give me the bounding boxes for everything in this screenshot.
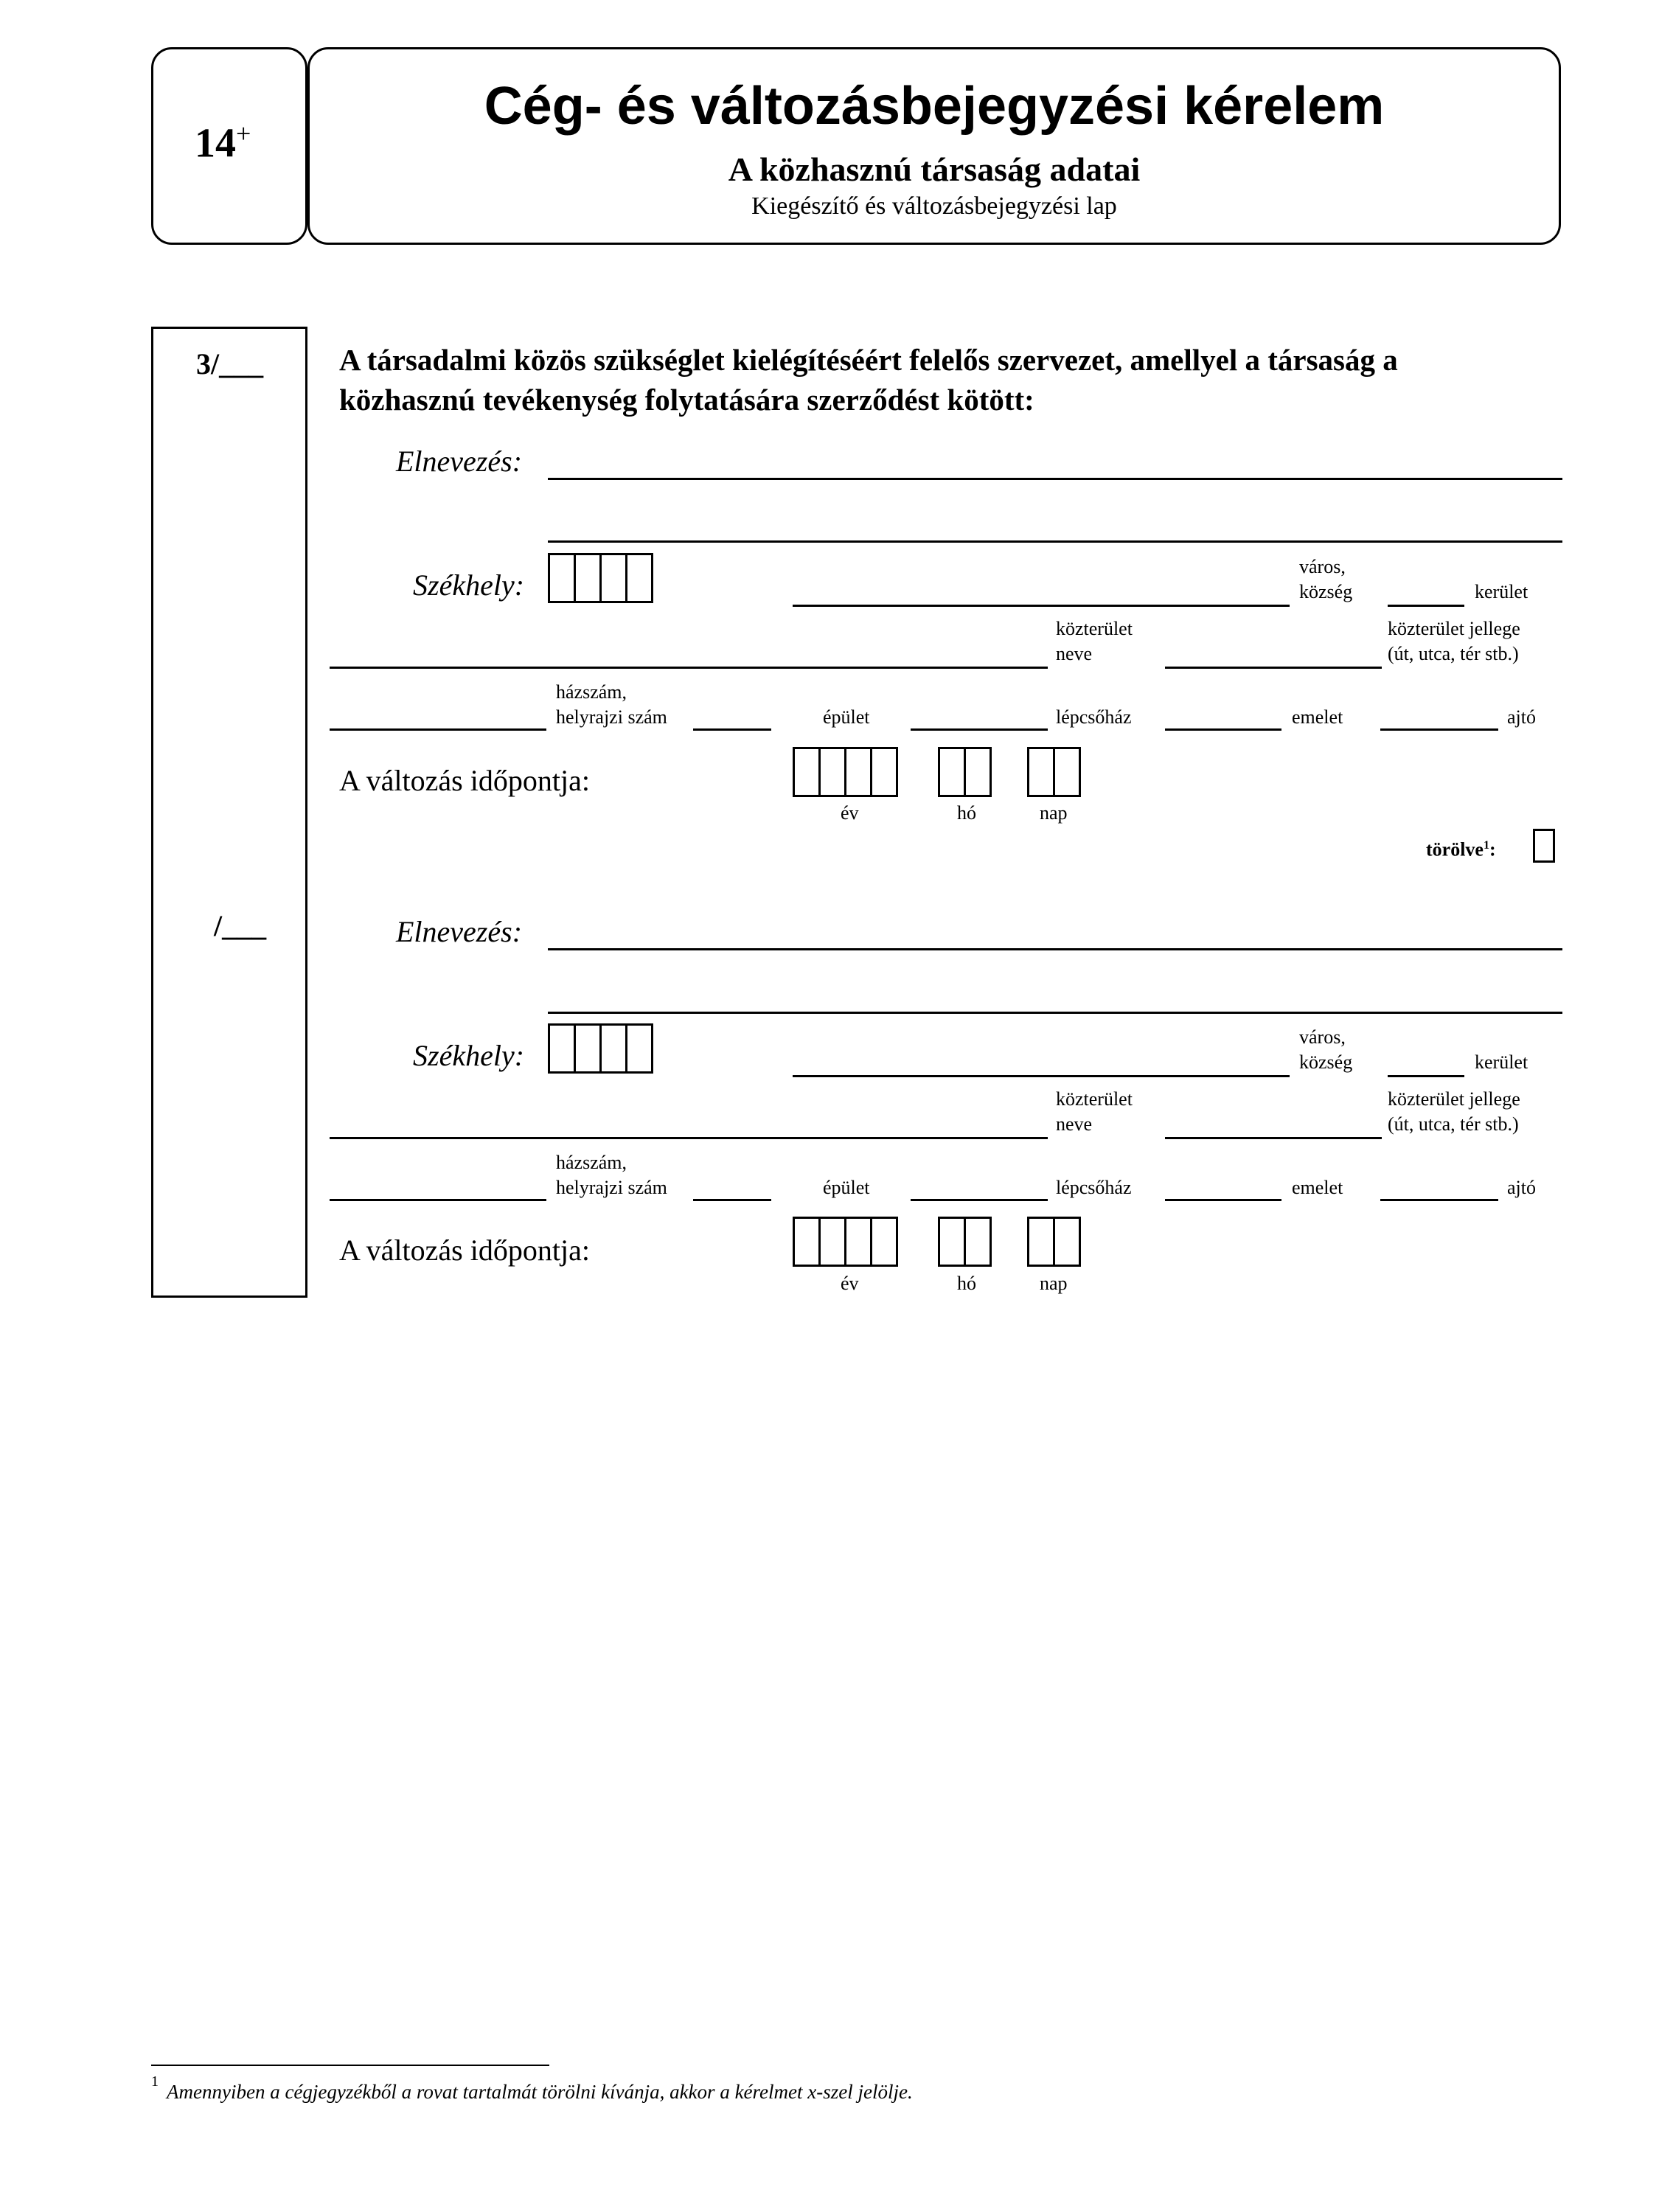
district-field-line[interactable] [1388, 1075, 1464, 1077]
door-field-line[interactable] [1380, 728, 1498, 731]
postal-code-cell[interactable] [625, 553, 653, 603]
floor-label: emelet [1292, 706, 1343, 728]
month-boxes[interactable] [938, 1217, 992, 1267]
seat-label: Székhely: [413, 568, 525, 602]
form-subtitle: A közhasznú társaság adatai [728, 150, 1141, 188]
deleted-checkbox[interactable] [1533, 829, 1555, 863]
month-label: hó [957, 1273, 976, 1294]
day-boxes[interactable] [1027, 1217, 1081, 1267]
postal-code-cell[interactable] [574, 1023, 602, 1074]
street-type-field-line[interactable] [1165, 1137, 1382, 1139]
city-field-line[interactable] [793, 1075, 1290, 1077]
month-label: hó [957, 802, 976, 824]
year-cell[interactable] [818, 747, 846, 797]
house-number-label-2: helyrajzi szám [556, 1177, 667, 1198]
city-label-1: város, [1299, 1026, 1346, 1048]
district-label: kerület [1475, 1051, 1528, 1073]
year-boxes[interactable] [793, 1217, 898, 1267]
section-number-column [151, 327, 307, 1298]
street-name-label-2: neve [1056, 1113, 1093, 1135]
year-label: év [841, 802, 859, 824]
day-label: nap [1040, 1273, 1068, 1294]
city-label-2: község [1299, 581, 1353, 602]
form-title: Cég- és változásbejegyzési kérelem [484, 77, 1385, 136]
building-field-line[interactable] [693, 728, 771, 731]
year-cell[interactable] [844, 1217, 872, 1267]
deleted-label [1426, 833, 1496, 863]
day-label: nap [1040, 802, 1068, 824]
staircase-field-line[interactable] [911, 728, 1048, 731]
deleted-label-text: törölve [1426, 838, 1484, 860]
seat-label: Székhely: [413, 1039, 525, 1072]
year-cell[interactable] [793, 1217, 821, 1267]
day-cell[interactable] [1053, 1217, 1081, 1267]
name-label: Elnevezés: [396, 915, 523, 948]
house-number-label-1: házszám, [556, 1152, 627, 1173]
street-type-label-2: (út, utca, tér stb.) [1388, 1113, 1519, 1135]
name-field-line-1[interactable] [548, 478, 1562, 480]
deleted-footnote-ref: 1 [1483, 839, 1489, 852]
city-label-1: város, [1299, 556, 1346, 577]
page-number [195, 118, 251, 167]
floor-field-line[interactable] [1165, 728, 1281, 731]
year-cell[interactable] [870, 747, 898, 797]
street-type-label-2: (út, utca, tér stb.) [1388, 643, 1519, 664]
postal-code-cell[interactable] [599, 1023, 627, 1074]
street-name-label-1: közterület [1056, 1088, 1133, 1110]
postal-code-cell[interactable] [599, 553, 627, 603]
change-date-label: A változás időpontja: [339, 764, 590, 797]
month-cell[interactable] [938, 747, 966, 797]
year-boxes[interactable] [793, 747, 898, 797]
second-entry-number: /___ [214, 909, 267, 942]
name-label: Elnevezés: [396, 445, 523, 478]
city-field-line[interactable] [793, 605, 1290, 607]
street-name-field-line[interactable] [330, 667, 1048, 669]
page-number-sup: + [236, 119, 251, 148]
footnote-text: Amennyiben a cégjegyzékből a rovat tartalmát törölni kívánja, akkor a kérelmet x-szel jelölje. [167, 2081, 913, 2103]
name-field-line-1[interactable] [548, 948, 1562, 950]
year-label: év [841, 1273, 859, 1294]
year-cell[interactable] [844, 747, 872, 797]
day-cell[interactable] [1053, 747, 1081, 797]
staircase-field-line[interactable] [911, 1199, 1048, 1201]
deleted-label-colon: : [1489, 838, 1496, 860]
year-cell[interactable] [870, 1217, 898, 1267]
district-field-line[interactable] [1388, 605, 1464, 607]
street-name-label-2: neve [1056, 643, 1093, 664]
month-cell[interactable] [964, 1217, 992, 1267]
floor-field-line[interactable] [1165, 1199, 1281, 1201]
floor-label: emelet [1292, 1177, 1343, 1198]
postal-code-boxes[interactable] [548, 553, 653, 603]
postal-code-cell[interactable] [625, 1023, 653, 1074]
month-cell[interactable] [964, 747, 992, 797]
name-field-line-2[interactable] [548, 1012, 1562, 1014]
year-cell[interactable] [793, 747, 821, 797]
month-boxes[interactable] [938, 747, 992, 797]
house-number-label-1: házszám, [556, 681, 627, 703]
building-label: épület [823, 1177, 870, 1198]
house-number-field-line[interactable] [330, 1199, 546, 1201]
staircase-label: lépcsőház [1056, 706, 1132, 728]
street-name-label-1: közterület [1056, 618, 1133, 639]
section-heading-line1: A társadalmi közös szükséglet kielégítéséért felelős szervezet, amellyel a társaság a [339, 343, 1398, 377]
section-number: 3/___ [196, 347, 264, 380]
month-cell[interactable] [938, 1217, 966, 1267]
street-type-label-1: közterület jellege [1388, 1088, 1520, 1110]
street-type-field-line[interactable] [1165, 667, 1382, 669]
year-cell[interactable] [818, 1217, 846, 1267]
day-cell[interactable] [1027, 1217, 1055, 1267]
footnote-separator [151, 2065, 549, 2066]
house-number-field-line[interactable] [330, 728, 546, 731]
change-date-label: A változás időpontja: [339, 1234, 590, 1267]
name-field-line-2[interactable] [548, 540, 1562, 543]
section-heading-line2: közhasznú tevékenység folytatására szerződést kötött: [339, 383, 1034, 417]
postal-code-cell[interactable] [548, 1023, 576, 1074]
building-label: épület [823, 706, 870, 728]
house-number-label-2: helyrajzi szám [556, 706, 667, 728]
street-type-label-1: közterület jellege [1388, 618, 1520, 639]
footnote-mark: 1 [151, 2073, 159, 2090]
form-subsubtitle: Kiegészítő és változásbejegyzési lap [751, 192, 1117, 220]
day-boxes[interactable] [1027, 747, 1081, 797]
day-cell[interactable] [1027, 747, 1055, 797]
postal-code-boxes[interactable] [548, 1023, 653, 1074]
door-label: ajtó [1507, 1177, 1536, 1198]
building-field-line[interactable] [693, 1199, 771, 1201]
page-number-value: 14 [195, 120, 236, 167]
door-field-line[interactable] [1380, 1199, 1498, 1201]
staircase-label: lépcsőház [1056, 1177, 1132, 1198]
door-label: ajtó [1507, 706, 1536, 728]
district-label: kerület [1475, 581, 1528, 602]
city-label-2: község [1299, 1051, 1353, 1073]
street-name-field-line[interactable] [330, 1137, 1048, 1139]
postal-code-cell[interactable] [574, 553, 602, 603]
postal-code-cell[interactable] [548, 553, 576, 603]
